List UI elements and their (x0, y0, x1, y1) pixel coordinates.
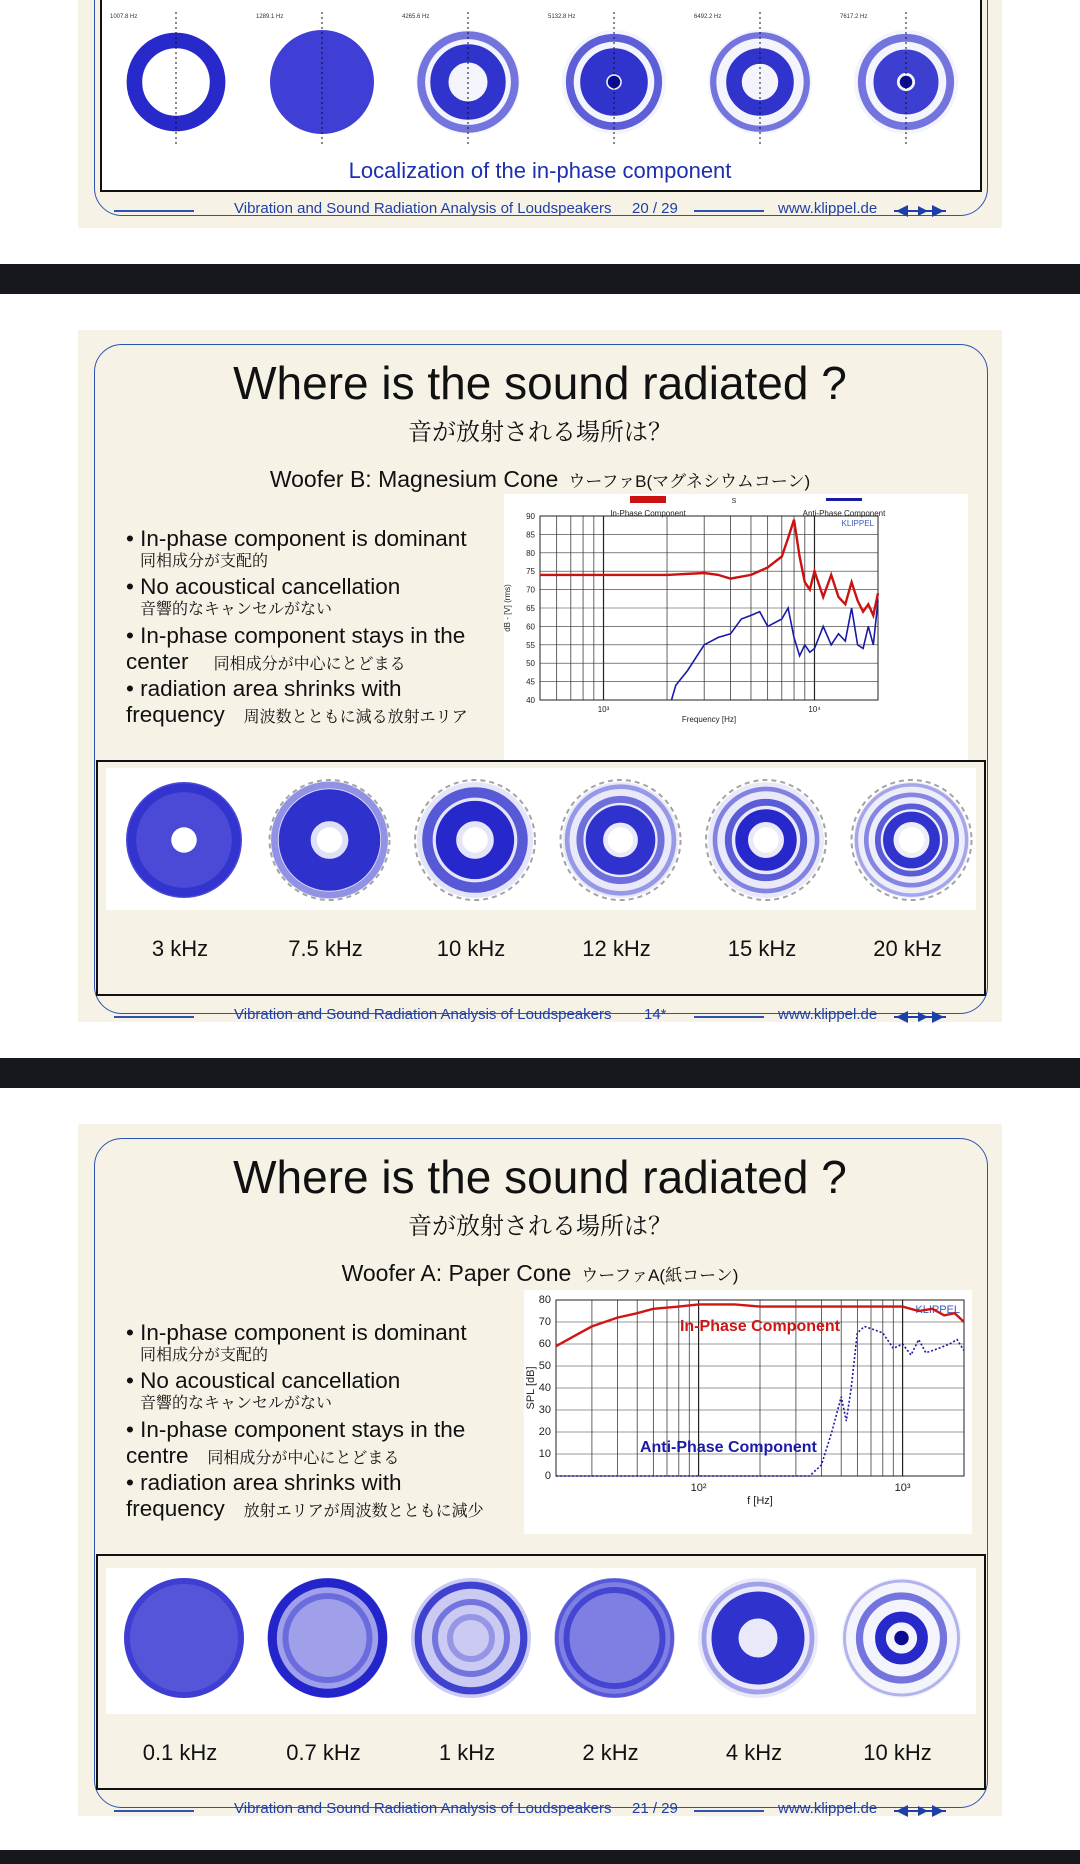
subtitle-jp: ウーファA(紙コーン) (581, 1266, 739, 1285)
frequency-caption: 10 kHz (436, 936, 506, 961)
frequency-label: 7617.2 Hz (840, 14, 868, 20)
frequency-caption: 4 kHz (725, 1740, 783, 1765)
bullet-item: • radiation area shrinks with (126, 675, 402, 701)
vibration-discs (104, 766, 984, 908)
legend-swatch-anti-phase (826, 498, 862, 501)
vibration-pattern-image (840, 1576, 964, 1700)
footer-title: Vibration and Sound Radiation Analysis of Loudspeakers (234, 200, 612, 217)
frequency-caption: 7.5 kHz (288, 936, 363, 961)
chart-woofer-a (524, 1290, 972, 1534)
nav-arrows-icon[interactable] (892, 200, 948, 222)
bullet-item: • No acoustical cancellation (126, 574, 401, 600)
legend-label-in-phase: In-Phase Component (610, 509, 686, 518)
disc-center-hole (462, 827, 488, 853)
slide-woofer-a (78, 1124, 1002, 1816)
footer-url[interactable]: www.klippel.de (778, 1006, 878, 1023)
footer-url[interactable]: www.klippel.de (778, 1800, 878, 1817)
slide-footer (78, 1002, 1002, 1032)
frequency-label: 6492.2 Hz (694, 14, 722, 20)
bullet-item-jp: 同相成分が支配的 (140, 552, 269, 570)
subtitle-en: Woofer B: Magnesium Cone (269, 466, 559, 492)
vibration-pattern-image (553, 1576, 677, 1700)
disc-fill (411, 1578, 531, 1698)
y-tick-label: 80 (538, 1294, 551, 1306)
disc-center-hole (899, 827, 925, 853)
top-marker: S (731, 498, 737, 505)
y-tick-label: 60 (538, 1338, 551, 1350)
bullet-item: • radiation area shrinks with (126, 1469, 402, 1495)
frequency-caption: 0.1 kHz (142, 1740, 218, 1765)
y-tick-label: 55 (526, 640, 535, 650)
slide-title-jp: 音が放射される場所は？ (408, 1213, 672, 1240)
bullet-item-jp: 音響的なキャンセルがない (140, 600, 333, 618)
series-line-anti-phase (672, 601, 879, 700)
vibration-pattern-image (696, 1576, 820, 1700)
y-tick-label: 85 (526, 530, 535, 540)
frequency-caption: 2 kHz (582, 1740, 639, 1765)
series-label-in-phase: In-Phase Component (679, 1317, 841, 1335)
y-tick-label: 50 (526, 659, 535, 669)
x-axis-label: Frequency [Hz] (681, 715, 737, 724)
vibration-pattern-image (706, 780, 826, 900)
y-tick-label: 65 (526, 604, 535, 613)
y-tick-label: 50 (538, 1360, 551, 1372)
y-tick-label: 40 (538, 1382, 551, 1394)
frequency-label: 1289.1 Hz (256, 14, 284, 20)
slide-subtitle (78, 1260, 1002, 1287)
slide-separator (0, 1850, 1080, 1864)
frequency-caption: 10 kHz (863, 1740, 932, 1765)
footer-page: 20 / 29 (632, 200, 678, 217)
slide-title: Where is the sound radiated ? (233, 357, 847, 409)
vibration-pattern-image (270, 780, 390, 900)
slide-localization (78, 0, 1002, 228)
vibration-pattern-image (124, 780, 244, 900)
frequency-caption: 15 kHz (727, 936, 797, 961)
y-tick-label: 20 (538, 1426, 551, 1438)
localization-caption: Localization of the in-phase component (348, 158, 732, 183)
klippel-watermark: KLIPPEL (915, 1304, 960, 1316)
frequency-caption: 0.7 kHz (286, 1740, 361, 1765)
frequency-label: 1007.8 Hz (110, 14, 138, 20)
localization-discs (100, 18, 982, 148)
slide-footer (78, 196, 1002, 226)
bullet-item-cont: frequency 放射エリアが周波数とともに減少 (126, 1496, 484, 1522)
bullet-item-jp: 音響的なキャンセルがない (140, 1394, 333, 1412)
bullet-item: • In-phase component stays in the (126, 1416, 466, 1442)
slide-separator (0, 264, 1080, 294)
nav-arrows-icon[interactable] (892, 1800, 948, 1822)
vibration-discs (104, 1566, 984, 1712)
y-tick-label: 30 (538, 1404, 551, 1416)
footer-url[interactable]: www.klippel.de (778, 200, 878, 217)
disc-center-hole (753, 827, 779, 853)
frequency-label: 4265.6 Hz (402, 14, 430, 20)
y-tick-label: 40 (526, 696, 535, 705)
bullet-item-cont: centre 同相成分が中心にとどまる (126, 1443, 400, 1469)
disc-center-hole (171, 827, 197, 853)
frequency-caption: 3 kHz (151, 936, 209, 961)
bullet-list (126, 526, 506, 729)
legend-label-anti-phase: Anti-Phase Component (802, 509, 886, 518)
x-tick-label: 10³ (597, 705, 610, 714)
frequency-caption: 1 kHz (438, 1740, 496, 1765)
y-tick-label: 45 (526, 677, 535, 687)
bullet-item-cont: frequency 周波数とともに減る放射エリア (126, 702, 468, 728)
y-tick-label: 70 (538, 1316, 551, 1328)
y-tick-label: 60 (526, 622, 535, 632)
subtitle-jp: ウーファB(マグネシウムコーン) (568, 472, 811, 491)
slide-separator (0, 1058, 1080, 1088)
frequency-caption: 12 kHz (582, 936, 651, 961)
vibration-pattern-image (266, 1576, 390, 1700)
slide-woofer-b (78, 330, 1002, 1022)
footer-title: Vibration and Sound Radiation Analysis of Loudspeakers (234, 1006, 612, 1023)
bullet-item: • In-phase component is dominant (126, 1320, 467, 1345)
vibration-pattern-image (852, 780, 972, 900)
y-axis-label: dB - [V] (rms) (503, 584, 512, 632)
slide-subtitle (78, 466, 1002, 493)
slide-title: Where is the sound radiated ? (233, 1151, 847, 1203)
frequency-label: 5132.8 Hz (548, 14, 576, 20)
frequency-caption: 20 kHz (873, 936, 942, 961)
disc-center-hole (317, 827, 343, 853)
nav-arrows-icon[interactable] (892, 1006, 948, 1028)
vibration-pattern-image (122, 1576, 246, 1700)
y-tick-label: 75 (526, 567, 535, 577)
x-tick-label: 10⁴ (808, 705, 821, 714)
footer-page: 14* (644, 1006, 667, 1023)
subtitle-en: Woofer A: Paper Cone (341, 1260, 572, 1286)
footer-page: 21 / 29 (632, 1800, 678, 1817)
bullet-item-jp: 同相成分が支配的 (140, 1346, 269, 1364)
series-line-in-phase (540, 520, 878, 616)
footer-title: Vibration and Sound Radiation Analysis of Loudspeakers (234, 1800, 612, 1817)
chart-woofer-b (504, 494, 968, 760)
slide-title-jp: 音が放射される場所は？ (408, 419, 672, 446)
legend-swatch-in-phase (630, 496, 666, 503)
y-tick-label: 90 (526, 512, 535, 521)
x-tick-label: 10³ (894, 1482, 911, 1494)
x-axis-label: f [Hz] (747, 1495, 773, 1507)
y-tick-label: 80 (526, 548, 535, 558)
bullet-item-cont: center 同相成分が中心にとどまる (126, 649, 406, 675)
vibration-pattern-image (561, 780, 681, 900)
vibration-pattern-image (415, 780, 535, 900)
y-tick-label: 10 (538, 1448, 551, 1460)
y-axis-label: SPL [dB] (525, 1366, 537, 1410)
slide-footer (78, 1796, 1002, 1826)
bullet-list (126, 1320, 506, 1523)
series-label-anti-phase: Anti-Phase Component (639, 1438, 817, 1456)
x-tick-label: 10² (690, 1482, 707, 1494)
bullet-item: • No acoustical cancellation (126, 1368, 401, 1394)
y-tick-label: 0 (544, 1470, 551, 1482)
vibration-pattern-image (409, 1576, 533, 1700)
klippel-watermark: KLIPPEL (841, 519, 874, 528)
y-tick-label: 70 (526, 585, 535, 595)
disc-center-hole (608, 827, 634, 853)
bullet-item: • In-phase component is dominant (126, 526, 467, 551)
bullet-item: • In-phase component stays in the (126, 622, 466, 648)
disc-center-dot (894, 1631, 908, 1645)
